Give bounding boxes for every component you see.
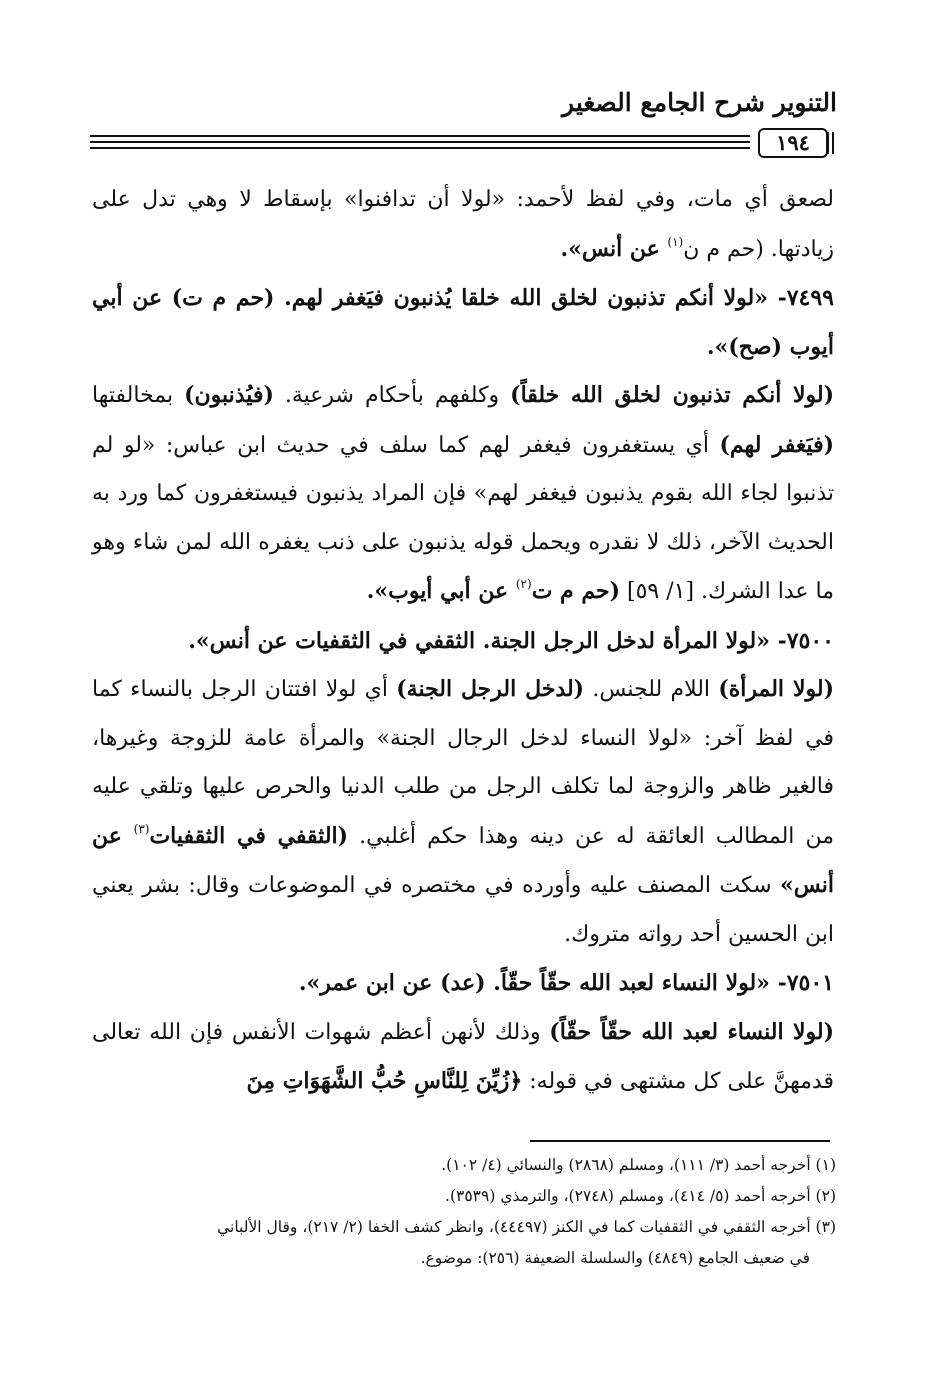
paragraph-continuation: لصعق أي مات، وفي لفظ لأحمد: «لولا أن تدافنوا» بإسقاط لا وهي تدل على زيادتها. (حم م ن$^{(١)}$ عن أنس». (92, 187, 834, 262)
header-rule-line-middle (90, 141, 750, 143)
footnote-ref[interactable]: (١) (667, 234, 684, 249)
page-number: ١٩٤ (758, 128, 828, 158)
footnote-2: (٢) أخرجه أحمد (٥/ ٤١٤)، ومسلم (٢٧٤٨)، والترمذي (٣٥٣٩). (445, 1187, 836, 1205)
footnote-ref[interactable]: (٢) (515, 577, 532, 591)
quran-quote: ﴿زُيِّنَ لِلنَّاسِ حُبُّ الشَّهَوَاتِ مِنَ (246, 1068, 523, 1094)
hadith-7500: ٧٥٠٠- «لولا المرأة لدخل الرجل الجنة. الثقفي في الثقفيات عن أنس». (188, 627, 834, 654)
commentary-7501: (لولا النساء لعبد الله حقّاً حقّاً) وذلك لأنهن أعظم شهوات الأنفس فإن الله تعالى قدمهنَّ على كل مشتهى في قوله: ﴿زُيِّنَ لِلنَّاسِ حُبُّ الشَّهَوَاتِ مِنَ (92, 1018, 834, 1094)
footnote-3-continued: في ضعيف الجامع (٤٨٤٩) والسلسلة الضعيفة (٢٥٦): موضوع. (420, 1249, 810, 1267)
footnote-ref[interactable]: (٣) (133, 821, 150, 836)
hadith-7499: ٧٤٩٩- «لولا أنكم تذنبون لخلق الله خلقا يُذنبون فيَغفر لهم. (حم م ت) عن أبي أيوب (صح)». (92, 285, 834, 360)
commentary-7499: (لولا أنكم تذنبون لخلق الله خلقاً) وكلفهم بأحكام شرعية. (فيُذنبون) بمخالفتها (فيَغفر لهم) أي يستغفرون فيغفر لهم كما سلف في حديث ابن عباس: «لو لم تذنبوا لجاء الله بقوم يذنبون فيغفر لهم» فإن المراد يذنبون فيستغفرون كما ورد به الحديث الآخر، ذلك لا نقدره ويحمل قوله يذنبون على ذنب يغفره الله لمن شاء وهو ما عدا الشرك. [١/ ٥٩] (حم م ت$^{(٢)}$ عن أبي أيوب». (92, 382, 834, 604)
footnote-1: (١) أخرجه أحمد (٣/ ١١١)، ومسلم (٢٨٦٨) والنسائي (٤/ ١٠٢). (441, 1156, 836, 1174)
footnote-separator (530, 1140, 830, 1142)
footnote-3: (٣) أخرجه الثقفي في الثقفيات كما في الكنز (٤٤٤٩٧)، وانظر كشف الخفا (٢/ ٢١٧)، وقال الألباني (217, 1218, 836, 1236)
header-rule-line-top (90, 135, 750, 137)
header-rule-line-bottom (90, 147, 750, 149)
footnotes (84, 1150, 836, 1274)
header-rule (90, 122, 848, 166)
running-header-title: التنوير شرح الجامع الصغير (562, 88, 837, 117)
commentary-7500: (لولا المرأة) اللام للجنس. (لدخل الرجل الجنة) أي لولا افتتان الرجل بالنساء كما في لفظ آخر: «لولا النساء لدخل الرجال الجنة» والمرأة عامة للزوجة وغيرها، فالغير ظاهر والزوجة لما تكلف الرجل من طلب الدنيا والحرص عليها وتلقي عليه من المطالب العائقة له عن دينه وهذا حكم أغلبي. (الثقفي في الثقفيات$^{(٣)}$ عن أنس» سكت المصنف عليه وأورده في مختصره في الموضوعات وقال: بشر يعني ابن الحسين أحد رواته متروك. (92, 676, 835, 947)
hadith-7501: ٧٥٠١- «لولا النساء لعبد الله حقّاً حقّاً. (عد) عن ابن عمر». (298, 970, 834, 996)
main-text (92, 176, 834, 1107)
